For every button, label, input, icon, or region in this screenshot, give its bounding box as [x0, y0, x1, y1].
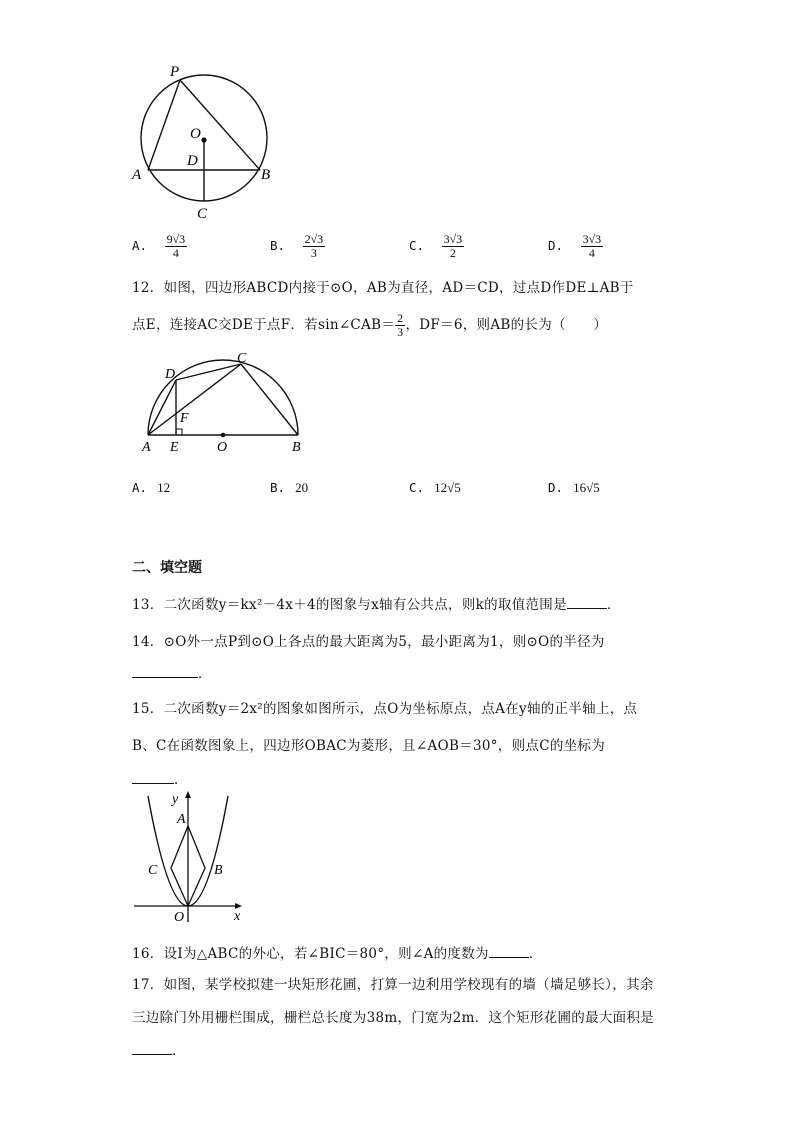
- q12-option-d-letter: D.: [548, 480, 564, 495]
- q12-label-e: E: [170, 440, 179, 455]
- q12-label-d: D: [165, 367, 176, 382]
- q16-end: ．: [528, 946, 543, 962]
- q13-text: [132, 593, 621, 613]
- q12-sin-fraction: $\frac{2}{3}$: [397, 311, 404, 339]
- q15-answer-blank[interactable]: [132, 771, 174, 784]
- q15-figure: [132, 788, 250, 924]
- q12-label-c: C: [237, 351, 247, 366]
- q12-option-b-letter: B.: [270, 480, 286, 495]
- q11-center-dot: [201, 137, 206, 142]
- q12-segment-ac: [148, 364, 241, 435]
- q11-option-d-value: $\frac{3√3}{4}$: [582, 232, 602, 260]
- q15-label-x: x: [234, 909, 241, 924]
- q11-option-c-letter: C.: [409, 238, 425, 253]
- q14-answer-blank[interactable]: [132, 665, 198, 678]
- q15-line-1: 15．二次函数y＝2x²的图象如图所示，点O为坐标原点，点A在y轴的正半轴上，点: [132, 701, 638, 717]
- q12-option-b-value: 20: [295, 480, 309, 495]
- q11-option-b-letter: B.: [270, 238, 286, 253]
- q15-label-o: O: [174, 910, 185, 924]
- q11-label-a: A: [132, 167, 142, 183]
- q12-label-f: F: [180, 411, 189, 426]
- q15-label-y: y: [172, 792, 179, 807]
- q17-answer-blank[interactable]: [132, 1042, 172, 1055]
- q11-label-p: P: [170, 64, 180, 80]
- q15-line-3: [132, 768, 188, 788]
- q12-line-2-tail: ，DF＝6，则AB的长为（ ）: [405, 317, 608, 333]
- q12-line-2: [132, 312, 607, 339]
- q12-option-a-letter: A.: [132, 480, 148, 495]
- q14-line-1: 14．⊙O外一点P到⊙O上各点的最大距离为5，最小距离为1，则⊙O的半径为: [132, 634, 605, 650]
- q12-option-c-value: 12√5: [434, 480, 461, 495]
- q17-end: ．: [172, 1043, 186, 1059]
- q12-option-a-value: 12: [157, 480, 171, 495]
- q11-option-b-value: $\frac{2√3}{3}$: [304, 232, 324, 260]
- q12-label-b: B: [292, 440, 301, 455]
- q12-option-c-letter: C.: [409, 480, 425, 495]
- q16-text: [132, 942, 543, 962]
- q11-option-a[interactable]: [132, 233, 187, 260]
- q16-answer-blank[interactable]: [489, 945, 529, 958]
- q12-right-angle-mark: [176, 429, 182, 435]
- q11-option-b[interactable]: [270, 233, 325, 260]
- q11-label-o: O: [190, 126, 201, 142]
- q15-end: ．: [174, 772, 188, 788]
- q15-label-a: A: [177, 812, 186, 827]
- q14-end: ．: [198, 666, 212, 682]
- q11-label-c: C: [197, 206, 208, 222]
- q13-answer-blank[interactable]: [567, 596, 607, 609]
- q17-line-3: [132, 1039, 186, 1059]
- q17-line-2: 三边除门外用栅栏围成，栅栏总长度为38m，门宽为2m．这个矩形花圃的最大面积是: [132, 1010, 655, 1026]
- q12-line-2-text: 点E，连接AC交DE于点F．若sin∠CAB＝: [132, 317, 396, 333]
- q11-option-c[interactable]: [409, 233, 464, 260]
- q12-center-dot: [221, 433, 226, 438]
- q11-option-d[interactable]: [548, 233, 603, 260]
- q16-question: 16．设I为△ABC的外心，若∠BIC＝80°，则∠A的度数为: [132, 946, 489, 962]
- q11-option-c-value: $\frac{3√3}{2}$: [443, 232, 463, 260]
- q15-y-axis-arrow: [185, 791, 191, 798]
- q11-option-a-value: $\frac{9√3}{4}$: [166, 232, 186, 260]
- q15-line-2: B、C在函数图象上，四边形OBAC为菱形，且∠AOB＝30°，则点C的坐标为: [132, 738, 606, 754]
- q12-option-c[interactable]: [409, 480, 461, 496]
- q13-end: ．: [606, 597, 621, 613]
- section-title: 二、填空题: [132, 560, 202, 576]
- q12-label-a: A: [142, 440, 151, 455]
- q11-option-d-letter: D.: [548, 238, 564, 253]
- q12-option-d-value: 16√5: [573, 480, 600, 495]
- q11-option-a-letter: A.: [132, 238, 148, 253]
- q15-label-c: C: [148, 863, 158, 878]
- q12-option-a[interactable]: [132, 480, 170, 496]
- q13-question: 13．二次函数y＝kx²－4x＋4的图象与x轴有公共点，则k的取值范围是: [132, 597, 567, 613]
- q15-label-b: B: [214, 863, 223, 878]
- q14-line-2: [132, 662, 212, 682]
- q11-segment-pa: [148, 80, 180, 170]
- q12-figure: [136, 350, 316, 456]
- q12-option-b[interactable]: [270, 480, 308, 496]
- q11-label-b: B: [261, 167, 271, 183]
- q12-segment-ad: [148, 380, 176, 435]
- q11-figure: [128, 58, 278, 223]
- q11-label-d: D: [187, 153, 198, 169]
- q17-line-1: 17．如图，某学校拟建一块矩形花圃，打算一边利用学校现有的墙（墙足够长），其余: [132, 977, 654, 993]
- q12-line-1: 12．如图，四边形ABCD内接于⊙O，AB为直径，AD＝CD，过点D作DE⊥AB于: [132, 280, 634, 296]
- q12-option-d[interactable]: [548, 480, 600, 496]
- q12-label-o: O: [217, 440, 228, 455]
